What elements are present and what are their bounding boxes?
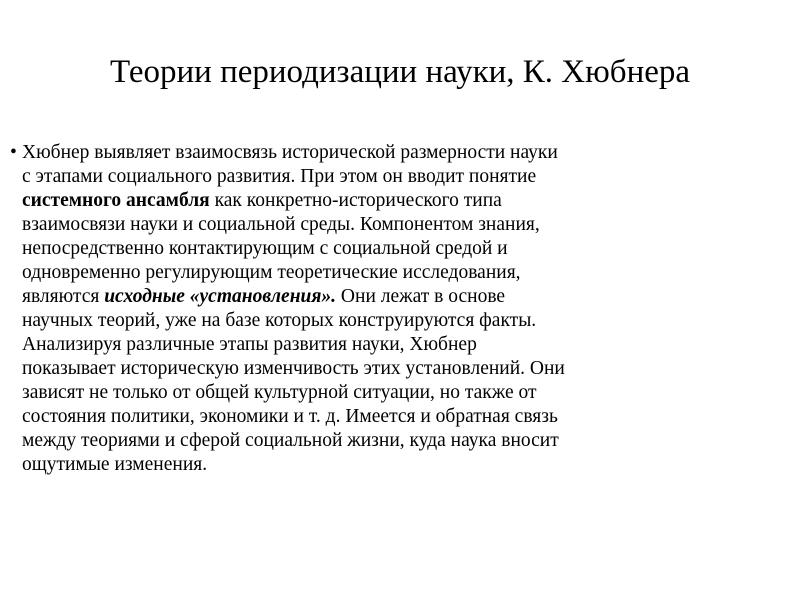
paragraph-line [22, 141, 790, 165]
text-segment: состояния политики, экономики и т. д. Имеется и обратная связь [22, 406, 558, 427]
term-emphasis: системного ансамбля [22, 190, 210, 211]
text-segment: являются [22, 286, 105, 307]
paragraph-line [22, 165, 790, 189]
text-segment: между теориями и сферой социальной жизни, куда наука вносит [22, 430, 559, 451]
paragraph-line [22, 429, 790, 453]
paragraph-line [22, 189, 790, 213]
text-segment: непосредственно контактирующим с социальной средой и [22, 238, 508, 259]
text-segment: научных теорий, уже на базе которых конструируются факты. [22, 310, 537, 331]
bullet-icon: • [10, 142, 17, 163]
paragraph-line [22, 405, 790, 429]
slide-title: Теории периодизации науки, К. Хюбнера [109, 54, 691, 90]
text-segment: зависят не только от общей культурной ситуации, но также от [22, 382, 537, 403]
term-emphasis: исходные «установления». [104, 286, 337, 307]
text-segment: с этапами социального развития. При этом он вводит понятие [22, 166, 537, 187]
paragraph-line [22, 309, 790, 333]
paragraph-line [22, 237, 790, 261]
paragraph [22, 141, 790, 477]
paragraph-line [22, 381, 790, 405]
text-segment: показывает историческую изменчивость этих установлений. Они [22, 358, 565, 379]
text-segment: Хюбнер выявляет взаимосвязь исторической размерности науки [22, 142, 558, 163]
paragraph-line [22, 261, 790, 285]
text-segment: одновременно регулирующим теоретические исследования, [22, 262, 521, 283]
text-segment: Анализируя различные этапы развития науки, Хюбнер [22, 334, 477, 355]
bullet-item [10, 141, 790, 477]
text-segment: ощутимые изменения. [22, 454, 208, 475]
text-segment: Они лежат в основе [336, 286, 506, 307]
paragraph-line [22, 333, 790, 357]
slide-body [10, 141, 790, 477]
text-segment: взаимосвязи науки и социальной среды. Компонентом знания, [22, 214, 540, 235]
text-segment: как конкретно-исторического типа [209, 190, 502, 211]
paragraph-line [22, 285, 790, 309]
paragraph-line [22, 453, 790, 477]
paragraph-line [22, 357, 790, 381]
paragraph-line [22, 213, 790, 237]
